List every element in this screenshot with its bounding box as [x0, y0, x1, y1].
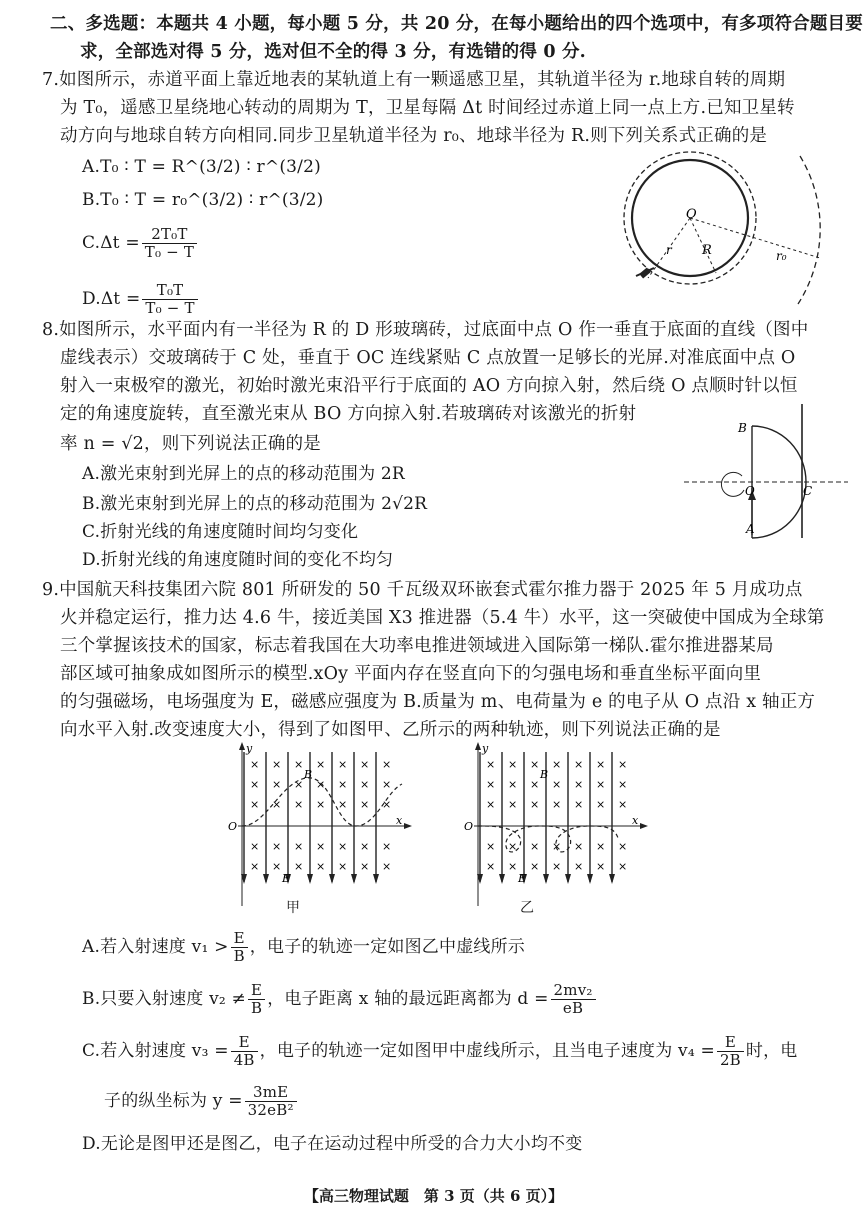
q7-label-big-r: R — [702, 243, 712, 258]
q8-stem-line5: 率 n = √2，则下列说法正确的是 — [60, 434, 322, 454]
q7-stem-line3: 动方向与地球自转方向相同.同步卫星轨道半径为 r₀、地球半径为 R.则下列关系式正确的是 — [60, 126, 768, 146]
label-y: y — [482, 742, 489, 755]
b-field-cross: × — [272, 840, 282, 853]
q7-option-d-denominator: T₀ − T — [145, 299, 195, 317]
b-field-cross: × — [316, 758, 326, 771]
label-b: B — [304, 768, 313, 781]
q8-label-b: B — [738, 421, 747, 435]
b-field-cross: × — [338, 840, 348, 853]
q9-stem-line5: 的匀强磁场，电场强度为 E，磁感应强度为 B.质量为 m、电荷量为 e 的电子从 O 点沿 x 轴正方 — [60, 692, 816, 712]
q9-option-c-line2-pre: 子的纵坐标为 y = — [104, 1091, 243, 1111]
b-field-cross: × — [338, 860, 348, 873]
b-field-cross: × — [530, 860, 540, 873]
b-field-cross: × — [618, 840, 628, 853]
q9-stem-line2: 火并稳定运行，推力达 4.6 牛，接近美国 X3 推进器（5.4 牛）水平，这一突破使中国成为全球第 — [60, 608, 825, 628]
b-field-cross: × — [508, 840, 518, 853]
b-field-cross: × — [574, 798, 584, 811]
b-field-cross: × — [508, 758, 518, 771]
b-field-cross: × — [508, 798, 518, 811]
b-field-cross: × — [508, 778, 518, 791]
q9-option-a-numerator: E — [231, 930, 248, 948]
b-field-cross: × — [382, 860, 392, 873]
q8-label-c: C — [803, 484, 813, 498]
b-field-cross: × — [294, 758, 304, 771]
b-field-cross: × — [552, 758, 562, 771]
b-field-cross: × — [360, 860, 370, 873]
q7-option-c-fraction — [142, 226, 197, 261]
e-field-arrowhead — [565, 874, 571, 884]
q9-option-c-post: 时，电 — [745, 1041, 798, 1061]
b-field-cross: × — [486, 798, 496, 811]
q8-option-d: D.折射光线的角速度随时间的变化不均匀 — [82, 550, 394, 570]
q9-option-a — [82, 930, 525, 965]
q9-option-c-fraction1 — [231, 1034, 258, 1069]
b-field-cross: × — [338, 758, 348, 771]
b-field-cross: × — [338, 778, 348, 791]
q9-option-a-denominator: B — [233, 947, 245, 965]
q7-option-d — [82, 282, 200, 317]
b-field-cross: × — [552, 840, 562, 853]
x-axis-arrowhead — [404, 823, 412, 829]
q9-option-b-denominator2: eB — [562, 999, 584, 1017]
q8-label-a: A — [746, 522, 755, 536]
b-field-cross: × — [338, 798, 348, 811]
e-field-arrowhead — [263, 874, 269, 884]
q9-option-b-fraction1 — [248, 982, 265, 1017]
q9-option-a-post: ，电子的轨迹一定如图乙中虚线所示 — [249, 937, 525, 957]
q9-option-b-numerator2: 2mv₂ — [551, 982, 596, 1000]
q8-option-c: C.折射光线的角速度随时间均匀变化 — [82, 522, 359, 542]
e-field-arrowhead — [329, 874, 335, 884]
b-field-cross: × — [596, 840, 606, 853]
b-field-cross: × — [486, 840, 496, 853]
b-field-cross: × — [382, 798, 392, 811]
q7-option-a: A.T₀ ∶ T = R^(3/2) ∶ r^(3/2) — [82, 157, 321, 177]
q9-option-c-numerator1: E — [231, 1034, 258, 1052]
b-field-cross: × — [294, 860, 304, 873]
b-field-cross: × — [596, 798, 606, 811]
b-field-cross: × — [316, 778, 326, 791]
q7-stem-line1: 7.如图所示，赤道平面上靠近地表的某轨道上有一颗遥感卫星，其轨道半径为 r.地球自转的周期 — [42, 70, 786, 90]
b-field-cross: × — [360, 758, 370, 771]
q9-option-c — [82, 1034, 798, 1069]
label-e: E — [518, 872, 527, 885]
q9-option-c-denominator2: 2B — [719, 1051, 741, 1069]
q9-option-c-denominator3: 32eB² — [247, 1101, 294, 1119]
q7-label-r0: r₀ — [776, 249, 787, 263]
q9-option-c-fraction2 — [717, 1034, 744, 1069]
b-field-cross: × — [574, 778, 584, 791]
q7-option-b: B.T₀ ∶ T = r₀^(3/2) ∶ r^(3/2) — [82, 190, 324, 210]
q9-stem-line4: 部区域可抽象成如图所示的模型.xOy 平面内存在竖直向下的匀强电场和垂直坐标平面向里 — [60, 664, 762, 684]
q9-stem-line6: 向水平入射.改变速度大小，得到了如图甲、乙所示的两种轨迹，则下列说法正确的是 — [60, 720, 721, 740]
q8-stem-line1: 8.如图所示，水平面内有一半径为 R 的 D 形玻璃砖，过底面中点 O 作一垂直于底面的直线（图中 — [42, 320, 809, 340]
section-header-line2: 求，全部选对得 5 分，选对但不全的得 3 分，有选错的得 0 分. — [80, 42, 586, 62]
e-field-arrowhead — [609, 874, 615, 884]
q7-sync-orbit-arc — [798, 156, 820, 304]
q9-figure-left — [226, 742, 416, 912]
x-axis-arrowhead — [640, 823, 648, 829]
b-field-cross: × — [382, 778, 392, 791]
b-field-cross: × — [272, 758, 282, 771]
page-footer: 【高三物理试题 第 3 页（共 6 页）】 — [303, 1187, 564, 1205]
q7-option-d-fraction — [142, 282, 197, 317]
b-field-cross: × — [272, 860, 282, 873]
b-field-cross: × — [618, 758, 628, 771]
q9-option-a-fraction — [231, 930, 248, 965]
q8-option-b: B.激光束射到光屏上的点的移动范围为 2√2R — [82, 494, 428, 514]
q8-rotation-arrow — [721, 472, 744, 496]
q8-label-o: O — [745, 484, 755, 498]
b-field-cross: × — [552, 778, 562, 791]
q8-stem-line3: 射入一束极窄的激光，初始时激光束沿平行于底面的 AO 方向掠入射，然后绕 O 点顺时针以恒 — [60, 376, 798, 396]
b-field-cross: × — [530, 758, 540, 771]
q7-orbit-figure — [600, 148, 840, 310]
b-field-cross: × — [618, 778, 628, 791]
b-field-cross: × — [596, 758, 606, 771]
b-field-cross: × — [552, 798, 562, 811]
q7-option-d-prefix: D.Δt = — [82, 289, 141, 309]
y-axis-arrowhead — [239, 742, 245, 750]
b-field-cross: × — [272, 778, 282, 791]
b-field-cross: × — [574, 758, 584, 771]
b-field-cross: × — [530, 840, 540, 853]
q7-stem-line2: 为 T₀，遥感卫星绕地心转动的周期为 T，卫星每隔 Δt 时间经过赤道上同一点上方.已知卫星转 — [60, 98, 795, 118]
b-field-cross: × — [552, 860, 562, 873]
b-field-cross: × — [316, 840, 326, 853]
q7-label-r: r — [666, 243, 672, 257]
e-field-arrowhead — [373, 874, 379, 884]
b-field-cross: × — [486, 778, 496, 791]
q9-option-b-mid: ，电子距离 x 轴的最远距离都为 d = — [267, 989, 549, 1009]
q8-glass-figure — [684, 400, 848, 540]
label-o: O — [464, 820, 474, 833]
q9-option-c-denominator1: 4B — [233, 1051, 255, 1069]
q9-option-d: D.无论是图甲还是图乙，电子在运动过程中所受的合力大小均不变 — [82, 1134, 583, 1154]
q9-option-c-mid: ，电子的轨迹一定如图甲中虚线所示，且当电子速度为 v₄ = — [259, 1041, 715, 1061]
q7-option-c-denominator: T₀ − T — [144, 243, 195, 261]
q8-stem-line4: 定的角速度旋转，直至激光束从 BO 方向掠入射.若玻璃砖对该激光的折射 — [60, 404, 637, 424]
b-field-cross: × — [294, 778, 304, 791]
b-field-cross: × — [250, 778, 260, 791]
b-field-cross: × — [486, 860, 496, 873]
b-field-cross: × — [250, 798, 260, 811]
e-field-arrowhead — [587, 874, 593, 884]
e-field-arrowhead — [307, 874, 313, 884]
label-x: x — [632, 814, 639, 827]
q7-option-c — [82, 226, 199, 261]
b-field-cross: × — [530, 798, 540, 811]
q7-option-c-numerator: 2T₀T — [142, 226, 197, 244]
q9-option-c-fraction3 — [245, 1084, 297, 1119]
q9-option-c-numerator3: 3mE — [245, 1084, 297, 1102]
b-field-cross: × — [530, 778, 540, 791]
q9-option-b-denominator1: B — [250, 999, 263, 1017]
q9-stem-line1: 9.中国航天科技集团六院 801 所研发的 50 千瓦级双环嵌套式霍尔推力器于 2025 年 5 月成功点 — [42, 580, 803, 600]
b-field-cross: × — [316, 798, 326, 811]
b-field-cross: × — [360, 798, 370, 811]
q9-caption-left: 甲 — [286, 900, 301, 916]
b-field-cross: × — [574, 840, 584, 853]
e-field-arrowhead — [499, 874, 505, 884]
label-b: B — [540, 768, 549, 781]
b-field-cross: × — [250, 758, 260, 771]
b-field-cross: × — [596, 860, 606, 873]
b-field-cross: × — [382, 758, 392, 771]
b-field-cross: × — [596, 778, 606, 791]
q9-option-b-fraction2 — [551, 982, 596, 1017]
e-field-arrowhead — [543, 874, 549, 884]
q9-option-c-pre: C.若入射速度 v₃ = — [82, 1041, 229, 1061]
b-field-cross: × — [272, 798, 282, 811]
b-field-cross: × — [618, 860, 628, 873]
b-field-cross: × — [294, 840, 304, 853]
b-field-cross: × — [508, 860, 518, 873]
q9-option-c-numerator2: E — [717, 1034, 744, 1052]
b-field-cross: × — [618, 798, 628, 811]
q8-option-a: A.激光束射到光屏上的点的移动范围为 2R — [82, 464, 405, 484]
q9-stem-line3: 三个掌握该技术的国家，标志着我国在大功率电推进领域进入国际第一梯队.霍尔推进器某局 — [60, 636, 774, 656]
q7-option-c-prefix: C.Δt = — [82, 233, 140, 253]
q9-option-c-line2 — [104, 1084, 299, 1119]
q9-option-b-numerator1: E — [248, 982, 265, 1000]
q9-option-b-pre: B.只要入射速度 v₂ ≠ — [82, 989, 246, 1009]
b-field-cross: × — [574, 860, 584, 873]
q7-label-o: O — [686, 207, 697, 222]
q9-option-a-pre: A.若入射速度 v₁ > — [82, 937, 229, 957]
b-field-cross: × — [360, 778, 370, 791]
b-field-cross: × — [486, 758, 496, 771]
q9-figure-right — [462, 742, 652, 912]
label-y: y — [246, 742, 253, 755]
label-o: O — [228, 820, 238, 833]
q8-stem-line2: 虚线表示）交玻璃砖于 C 处，垂直于 OC 连线紧贴 C 点放置一足够长的光屏.对准底面中点 O — [60, 348, 796, 368]
b-field-cross: × — [316, 860, 326, 873]
b-field-cross: × — [294, 798, 304, 811]
q9-caption-right: 乙 — [520, 900, 535, 916]
label-x: x — [396, 814, 403, 827]
e-field-arrowhead — [351, 874, 357, 884]
section-header-line1: 二、多选题：本题共 4 小题，每小题 5 分，共 20 分，在每小题给出的四个选项中，有多项符合题目要 — [50, 14, 863, 34]
b-field-cross: × — [250, 860, 260, 873]
b-field-cross: × — [382, 840, 392, 853]
q9-option-b — [82, 982, 598, 1017]
b-field-cross: × — [360, 840, 370, 853]
y-axis-arrowhead — [475, 742, 481, 750]
b-field-cross: × — [250, 840, 260, 853]
label-e: E — [282, 872, 291, 885]
q7-option-d-numerator: T₀T — [142, 282, 197, 300]
